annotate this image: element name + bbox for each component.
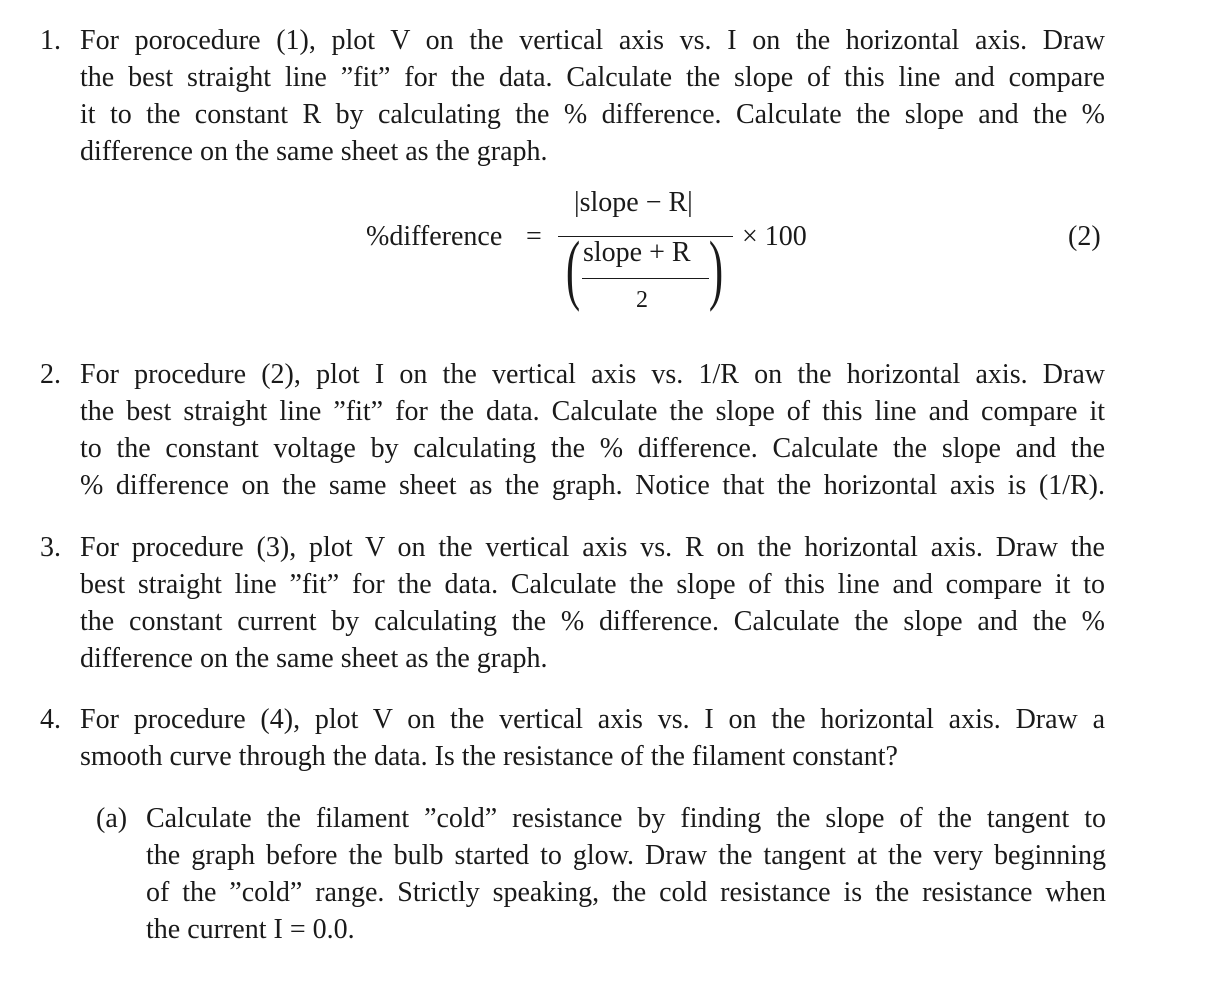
text-line: Calculate the filament ”cold” resistance by finding the slope of the tangent to bbox=[146, 803, 1106, 834]
item-number: 2. bbox=[40, 359, 61, 390]
text-line: the constant current by calculating the % difference. Calculate the slope and the % bbox=[80, 606, 1105, 637]
text-line: smooth curve through the data. Is the resistance of the filament constant? bbox=[80, 741, 898, 772]
list-item-3 bbox=[40, 529, 1110, 677]
text-line: difference on the same sheet as the graph. bbox=[80, 136, 548, 167]
item-number: 3. bbox=[40, 532, 61, 563]
text-line: For procedure (2), plot I on the vertical axis vs. 1/R on the horizontal axis. Draw bbox=[80, 359, 1105, 390]
inner-denominator: 2 bbox=[636, 287, 648, 313]
item-text bbox=[80, 529, 1105, 677]
sub-item-a bbox=[96, 800, 1106, 948]
percent-difference-equation bbox=[0, 187, 1227, 330]
text-line: the best straight line ”fit” for the data. Calculate the slope of this line and compare bbox=[80, 62, 1105, 93]
right-paren: ) bbox=[708, 225, 724, 312]
left-paren: ( bbox=[565, 225, 581, 312]
text-line: For procedure (4), plot V on the vertical axis vs. I on the horizontal axis. Draw a bbox=[80, 704, 1105, 735]
text-line: to the constant voltage by calculating the % difference. Calculate the slope and the bbox=[80, 433, 1105, 464]
text-line: of the ”cold” range. Strictly speaking, the cold resistance is the resistance when bbox=[146, 877, 1106, 908]
text-line: the best straight line ”fit” for the data. Calculate the slope of this line and compare it bbox=[80, 396, 1105, 427]
equation-lhs: %difference bbox=[366, 221, 503, 252]
text-line: For porocedure (1), plot V on the vertical axis vs. I on the horizontal axis. Draw bbox=[80, 25, 1105, 56]
item-text bbox=[80, 356, 1105, 504]
text-line: the current I = 0.0. bbox=[146, 914, 355, 945]
inner-numerator: slope + R bbox=[583, 237, 691, 268]
equation-numerator: |slope − R| bbox=[574, 187, 693, 218]
sub-item-label: (a) bbox=[96, 803, 128, 834]
item-number: 4. bbox=[40, 704, 61, 735]
list-item-1 bbox=[40, 22, 1110, 170]
text-line: % difference on the same sheet as the graph. Notice that the horizontal axis is (1/R). bbox=[80, 470, 1105, 501]
text-line: difference on the same sheet as the graph. bbox=[80, 643, 548, 674]
text-line: best straight line ”fit” for the data. Calculate the slope of this line and compare it to bbox=[80, 569, 1105, 600]
text-line: it to the constant R by calculating the % difference. Calculate the slope and the % bbox=[80, 99, 1105, 130]
equation-number: (2) bbox=[1068, 221, 1101, 252]
times-100: × 100 bbox=[742, 221, 807, 252]
item-number: 1. bbox=[40, 25, 61, 56]
item-text bbox=[80, 22, 1105, 170]
equals-sign: = bbox=[526, 221, 542, 252]
list-item-2 bbox=[40, 356, 1110, 504]
item-text bbox=[80, 701, 1105, 775]
sub-item-text bbox=[146, 800, 1106, 948]
text-line: the graph before the bulb started to glow. Draw the tangent at the very beginning bbox=[146, 840, 1106, 871]
text-line: For procedure (3), plot V on the vertical axis vs. R on the horizontal axis. Draw the bbox=[80, 532, 1105, 563]
list-item-4 bbox=[40, 701, 1110, 775]
inner-fraction-bar bbox=[582, 278, 709, 279]
